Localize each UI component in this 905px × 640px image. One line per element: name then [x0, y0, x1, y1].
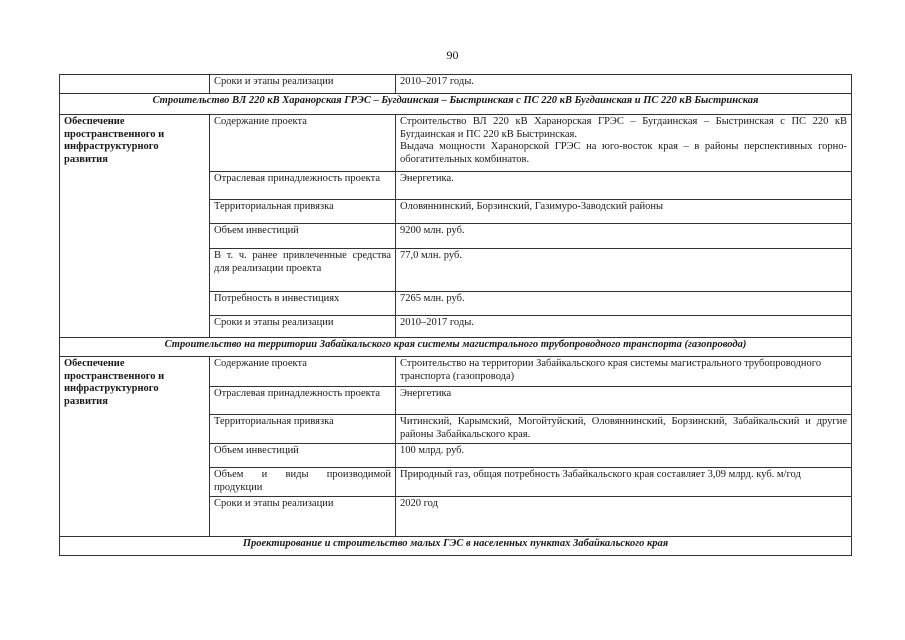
section-title: Проектирование и строительство малых ГЭС в населенных пунктах Забайкальского края: [60, 537, 852, 556]
row-value: 100 млрд. руб.: [396, 444, 852, 468]
section-title-row: [60, 94, 852, 115]
category-cell: Обеспечение пространственного и инфраструктурного развития: [60, 357, 210, 537]
row-key: Потребность в инвестициях: [210, 292, 396, 316]
row-key: Объем инвестиций: [210, 444, 396, 468]
category-cell: Обеспечение пространственного и инфраструктурного развития: [60, 115, 210, 338]
row-key: Сроки и этапы реализации: [210, 497, 396, 537]
row-value: 2010–2017 годы.: [396, 75, 852, 94]
row-value: 7265 млн. руб.: [396, 292, 852, 316]
table-row: [60, 75, 852, 94]
row-key: Сроки и этапы реализации: [210, 75, 396, 94]
row-value: Энергетика.: [396, 172, 852, 200]
row-value: Природный газ, общая потребность Забайкальского края составляет 3,09 млрд. куб. м/год: [396, 468, 852, 497]
row-key: Отраслевая принадлежность проекта: [210, 387, 396, 415]
row-key: Содержание проекта: [210, 115, 396, 172]
row-value: 77,0 млн. руб.: [396, 249, 852, 292]
row-value: Строительство на территории Забайкальского края системы магистрального трубопроводного транспорта (газопровода): [396, 357, 852, 387]
row-value: 2020 год: [396, 497, 852, 537]
row-key: Содержание проекта: [210, 357, 396, 387]
row-key: Отраслевая принадлежность проекта: [210, 172, 396, 200]
row-value: Читинский, Карымский, Могойтуйский, Оловяннинский, Борзинский, Забайкальский и другие районы Забайкальского края.: [396, 415, 852, 444]
empty-cell: [60, 75, 210, 94]
section-title: Строительство ВЛ 220 кВ Харанорская ГРЭС – Бугдаинская – Быстринская с ПС 220 кВ Бугдаинская и ПС 220 кВ Быстринская: [60, 94, 852, 115]
table-row: [60, 115, 852, 172]
row-key: Территориальная привязка: [210, 415, 396, 444]
table-row: [60, 357, 852, 387]
row-key: Объем и виды производимой продукции: [210, 468, 396, 497]
value-line: Строительство ВЛ 220 кВ Харанорская ГРЭС – Бугдаинская – Быстринская с ПС 220 кВ Бугдаинская и ПС 220 кВ Быстринская.: [400, 116, 847, 140]
row-key: В т. ч. ранее привлеченные средства для реализации проекта: [210, 249, 396, 292]
section-title-row: [60, 338, 852, 357]
row-key: Сроки и этапы реализации: [210, 316, 396, 338]
row-value: 2010–2017 годы.: [396, 316, 852, 338]
row-value: 9200 млн. руб.: [396, 224, 852, 249]
page-number: 90: [446, 48, 459, 62]
row-value: [396, 115, 852, 172]
row-value: Энергетика: [396, 387, 852, 415]
row-key: Территориальная привязка: [210, 200, 396, 224]
row-key: Объем инвестиций: [210, 224, 396, 249]
value-line: Выдача мощности Харанорской ГРЭС на юго-восток края – в районы перспективных горно-обогатительных комбинатов.: [400, 141, 847, 165]
project-table: [59, 74, 852, 556]
section-title: Строительство на территории Забайкальского края системы магистрального трубопроводного транспорта (газопровода): [60, 338, 852, 357]
row-value: Оловяннинский, Борзинский, Газимуро-Заводский районы: [396, 200, 852, 224]
section-title-row: [60, 537, 852, 556]
